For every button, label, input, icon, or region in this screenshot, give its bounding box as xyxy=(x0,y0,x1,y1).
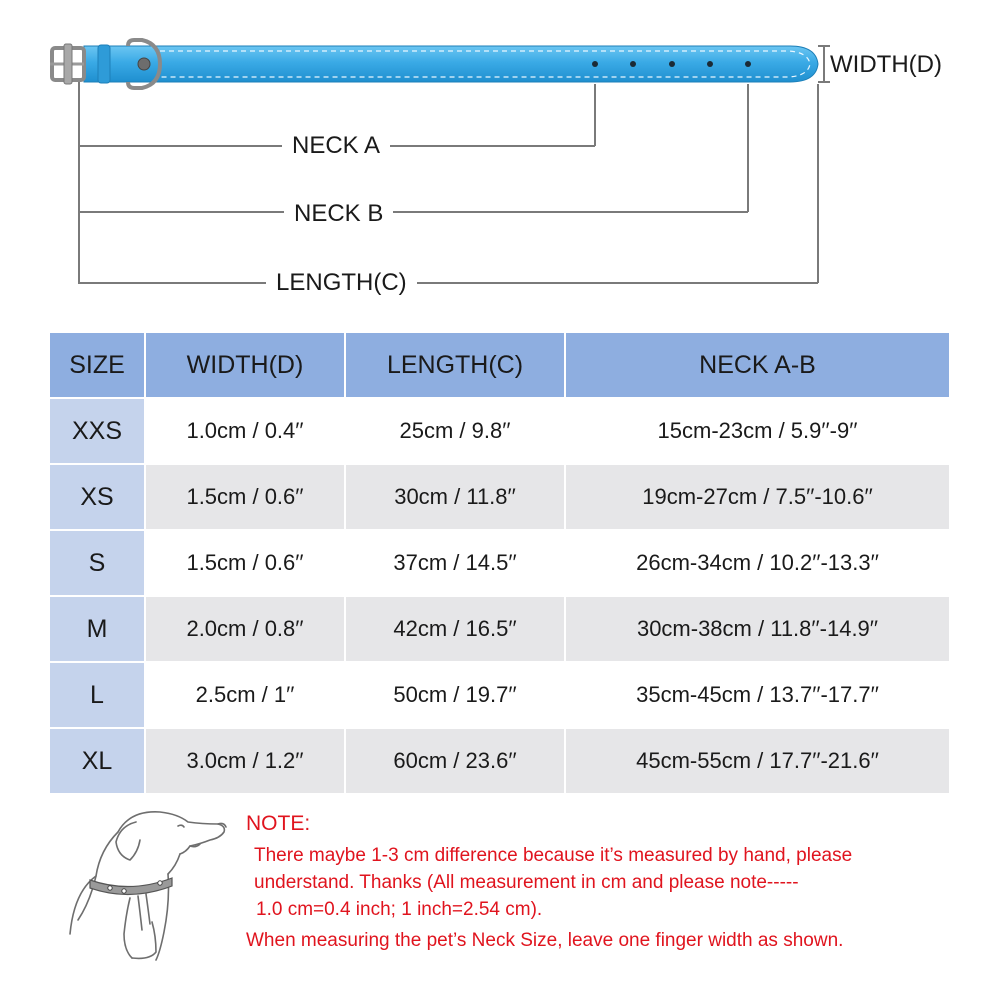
width-label: WIDTH(D) xyxy=(826,50,946,80)
size-cell: M xyxy=(50,597,146,663)
width-cell: 1.5cm / 0.6′′ xyxy=(146,465,346,531)
table-header-row xyxy=(50,333,949,399)
width-cell: 2.5cm / 1′′ xyxy=(146,663,346,729)
table-row xyxy=(50,531,949,597)
length-cell: 50cm / 19.7′′ xyxy=(346,663,566,729)
dog-measuring-illustration xyxy=(60,802,240,962)
length-label: LENGTH(C) xyxy=(266,268,417,298)
size-cell: XS xyxy=(50,465,146,531)
size-cell: XL xyxy=(50,729,146,795)
neck-cell: 45cm-55cm / 17.7′′-21.6′′ xyxy=(566,729,949,795)
header-size: SIZE xyxy=(50,333,146,399)
note-line-1: There maybe 1-3 cm difference because it’s measured by hand, please xyxy=(254,845,853,866)
length-cell: 25cm / 9.8′′ xyxy=(346,399,566,465)
width-cell: 3.0cm / 1.2′′ xyxy=(146,729,346,795)
length-cell: 42cm / 16.5′′ xyxy=(346,597,566,663)
note-title: NOTE: xyxy=(246,812,311,835)
width-cell: 2.0cm / 0.8′′ xyxy=(146,597,346,663)
collar-diagram xyxy=(0,0,1000,310)
neck-a-label: NECK A xyxy=(282,131,390,161)
neck-cell: 15cm-23cm / 5.9′′-9′′ xyxy=(566,399,949,465)
table-row xyxy=(50,729,949,795)
table-row xyxy=(50,465,949,531)
neck-cell: 30cm-38cm / 11.8′′-14.9′′ xyxy=(566,597,949,663)
length-cell: 60cm / 23.6′′ xyxy=(346,729,566,795)
table-row xyxy=(50,663,949,729)
size-cell: XXS xyxy=(50,399,146,465)
header-neck: NECK A-B xyxy=(566,333,949,399)
collar-keeper xyxy=(98,45,110,83)
length-cell: 37cm / 14.5′′ xyxy=(346,531,566,597)
neck-cell: 19cm-27cm / 7.5′′-10.6′′ xyxy=(566,465,949,531)
size-cell: L xyxy=(50,663,146,729)
neck-b-label: NECK B xyxy=(284,199,393,229)
width-cell: 1.5cm / 0.6′′ xyxy=(146,531,346,597)
buckle-icon xyxy=(50,44,84,84)
length-cell: 30cm / 11.8′′ xyxy=(346,465,566,531)
width-cell: 1.0cm / 0.4′′ xyxy=(146,399,346,465)
note-line-3: 1.0 cm=0.4 inch; 1 inch=2.54 cm). xyxy=(256,899,543,920)
table-row xyxy=(50,597,949,663)
hand-icon xyxy=(124,894,156,958)
header-width: WIDTH(D) xyxy=(146,333,346,399)
neck-cell: 26cm-34cm / 10.2′′-13.3′′ xyxy=(566,531,949,597)
table-row xyxy=(50,399,949,465)
size-chart-table xyxy=(50,333,949,795)
neck-cell: 35cm-45cm / 13.7′′-17.7′′ xyxy=(566,663,949,729)
note-line-2: understand. Thanks (All measurement in cm and please note----- xyxy=(254,872,799,893)
header-length: LENGTH(C) xyxy=(346,333,566,399)
collar-drawing xyxy=(0,0,1000,310)
dog-collar xyxy=(90,878,172,895)
size-cell: S xyxy=(50,531,146,597)
note-line-4: When measuring the pet’s Neck Size, leave one finger width as shown. xyxy=(246,930,844,951)
